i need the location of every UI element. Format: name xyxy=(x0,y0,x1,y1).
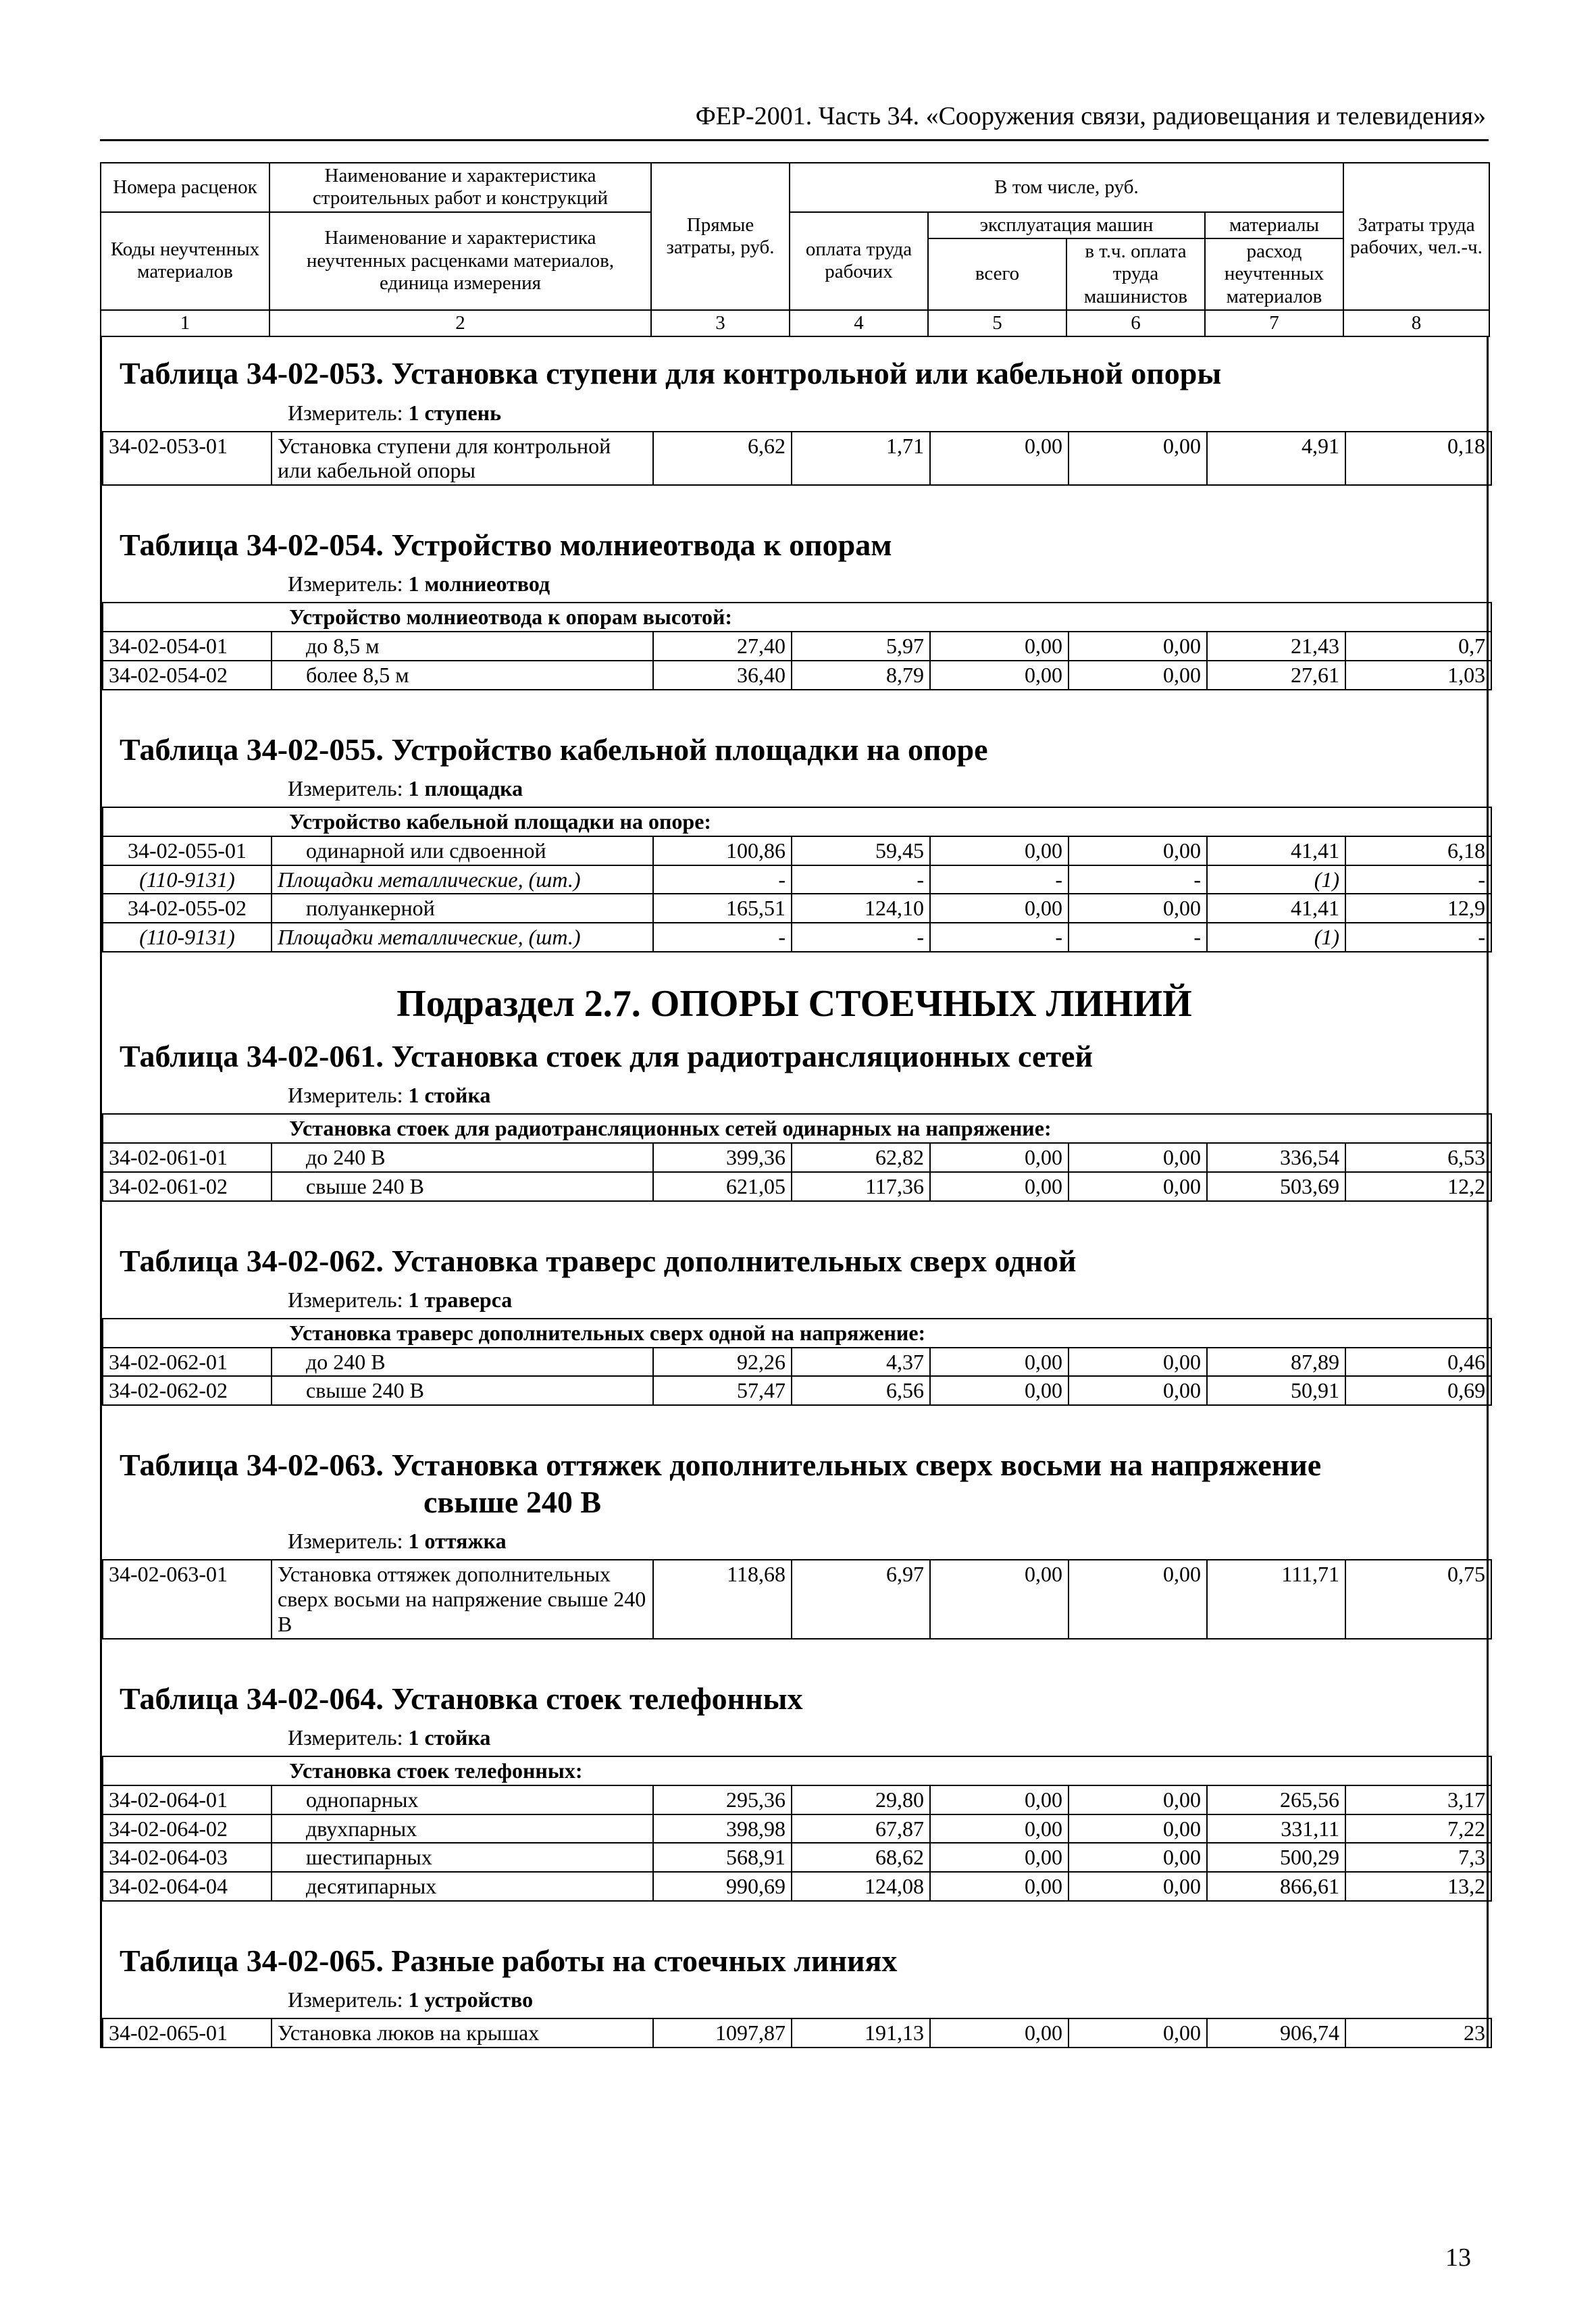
materials: 331,11 xyxy=(1207,1814,1345,1844)
direct-costs: 295,36 xyxy=(653,1785,792,1814)
labor: 12,2 xyxy=(1345,1172,1491,1201)
operator-pay: 0,00 xyxy=(1069,1872,1207,1901)
rate-name: до 8,5 м xyxy=(272,632,653,661)
operator-pay: 0,00 xyxy=(1069,894,1207,923)
table-row xyxy=(103,1843,1491,1872)
labor: 7,22 xyxy=(1345,1814,1491,1844)
group-heading: Установка стоек для радиотрансляционных сетей одинарных на напряжение: xyxy=(103,1114,1491,1143)
header-material-name: Наименование и характеристика неучтенных расценками материалов, единица измерения xyxy=(269,212,651,310)
col-number: 5 xyxy=(928,310,1066,336)
header-materials: материалы xyxy=(1205,212,1343,238)
table-title: Таблица 34-02-065. Разные работы на стоечных линиях xyxy=(120,1943,898,1979)
worker-pay: 29,80 xyxy=(792,1785,930,1814)
table-row xyxy=(103,1872,1491,1901)
dash: - xyxy=(1069,865,1207,894)
rate-name: одинарной или сдвоенной xyxy=(272,836,653,865)
rate-name: до 240 В xyxy=(272,1348,653,1377)
table-unit: Измеритель: 1 стойка xyxy=(288,1083,491,1108)
material-row xyxy=(103,923,1491,952)
rate-code: 34-02-064-04 xyxy=(103,1872,272,1901)
table-unit: Измеритель: 1 траверса xyxy=(288,1287,513,1312)
table-unit: Измеритель: 1 площадка xyxy=(288,776,523,800)
material-row xyxy=(103,865,1491,894)
rate-name: более 8,5 м xyxy=(272,661,653,690)
materials: 21,43 xyxy=(1207,632,1345,661)
table-title: Таблица 34-02-053. Установка ступени для контрольной или кабельной опоры xyxy=(120,356,1222,391)
rate-table xyxy=(102,602,1492,690)
table-row xyxy=(103,1785,1491,1814)
col-number: 3 xyxy=(651,310,790,336)
tables-frame xyxy=(100,337,1489,2048)
rate-code: 34-02-054-02 xyxy=(103,661,272,690)
material-name: Площадки металлические, (шт.) xyxy=(272,923,653,952)
table-row xyxy=(103,1376,1491,1405)
machines-total: 0,00 xyxy=(930,1172,1069,1201)
direct-costs: 399,36 xyxy=(653,1143,792,1172)
materials: 906,74 xyxy=(1207,2018,1345,2048)
table-title: Таблица 34-02-064. Установка стоек телефонных xyxy=(120,1681,803,1716)
worker-pay: 124,10 xyxy=(792,894,930,923)
material-name: Площадки металлические, (шт.) xyxy=(272,865,653,894)
header-operator-pay: в т.ч. оплата труда машинистов xyxy=(1066,238,1205,310)
labor: 0,7 xyxy=(1345,632,1491,661)
operator-pay: 0,00 xyxy=(1069,1785,1207,1814)
table-title: Таблица 34-02-062. Установка траверс дополнительных сверх одной xyxy=(120,1243,1077,1278)
worker-pay: 191,13 xyxy=(792,2018,930,2048)
machines-total: 0,00 xyxy=(930,661,1069,690)
rate-table xyxy=(102,2018,1492,2048)
material-quantity: (1) xyxy=(1207,865,1345,894)
table-unit: Измеритель: 1 оттяжка xyxy=(288,1529,507,1554)
page-content xyxy=(100,162,1489,2048)
materials: 87,89 xyxy=(1207,1348,1345,1377)
worker-pay: 62,82 xyxy=(792,1143,930,1172)
machines-total: 0,00 xyxy=(930,1872,1069,1901)
header-machines-total: всего xyxy=(928,238,1066,310)
rate-code: 34-02-062-02 xyxy=(103,1376,272,1405)
machines-total: 0,00 xyxy=(930,1143,1069,1172)
col-number: 2 xyxy=(269,310,651,336)
machines-total: 0,00 xyxy=(930,1560,1069,1638)
table-title: Таблица 34-02-063. Установка оттяжек дополнительных сверх восьми на напряжение свыше 240 В xyxy=(120,1448,1322,1520)
labor: 12,9 xyxy=(1345,894,1491,923)
header-including: В том числе, руб. xyxy=(790,163,1343,212)
direct-costs: 118,68 xyxy=(653,1560,792,1638)
operator-pay: 0,00 xyxy=(1069,632,1207,661)
rate-name: Установка ступени для контрольной или кабельной опоры xyxy=(272,432,653,486)
worker-pay: 6,97 xyxy=(792,1560,930,1638)
worker-pay: 67,87 xyxy=(792,1814,930,1844)
machines-total: 0,00 xyxy=(930,632,1069,661)
labor: 23 xyxy=(1345,2018,1491,2048)
material-code: (110-9131) xyxy=(103,865,272,894)
materials: 41,41 xyxy=(1207,894,1345,923)
operator-pay: 0,00 xyxy=(1069,1143,1207,1172)
table-row xyxy=(103,1560,1491,1638)
dash: - xyxy=(792,923,930,952)
col-number: 8 xyxy=(1343,310,1489,336)
operator-pay: 0,00 xyxy=(1069,661,1207,690)
table-row xyxy=(103,836,1491,865)
dash: - xyxy=(653,923,792,952)
rate-code: 34-02-054-01 xyxy=(103,632,272,661)
operator-pay: 0,00 xyxy=(1069,1843,1207,1872)
group-heading: Устройство кабельной площадки на опоре: xyxy=(103,807,1491,836)
rate-table xyxy=(102,431,1492,486)
table-unit: Измеритель: 1 молниеотвод xyxy=(288,571,550,596)
material-quantity: (1) xyxy=(1207,923,1345,952)
operator-pay: 0,00 xyxy=(1069,1348,1207,1377)
operator-pay: 0,00 xyxy=(1069,836,1207,865)
materials: 500,29 xyxy=(1207,1843,1345,1872)
table-row xyxy=(103,661,1491,690)
col-number: 6 xyxy=(1066,310,1205,336)
rate-name: шестипарных xyxy=(272,1843,653,1872)
rate-name: Установка люков на крышах xyxy=(272,2018,653,2048)
header-labor: Затраты труда рабочих, чел.-ч. xyxy=(1343,163,1489,310)
rate-code: 34-02-064-02 xyxy=(103,1814,272,1844)
header-work-name: Наименование и характеристика строительных работ и конструкций xyxy=(269,163,651,212)
running-header: ФЕР-2001. Часть 34. «Сооружения связи, радиовещания и телевидения» xyxy=(695,102,1486,130)
dash: - xyxy=(653,865,792,894)
table-title: Таблица 34-02-061. Установка стоек для радиотрансляционных сетей xyxy=(120,1038,1093,1073)
rate-code: 34-02-053-01 xyxy=(103,432,272,486)
table-unit: Измеритель: 1 устройство xyxy=(288,1987,534,2012)
materials: 41,41 xyxy=(1207,836,1345,865)
rate-code: 34-02-055-01 xyxy=(103,836,272,865)
rate-name: однопарных xyxy=(272,1785,653,1814)
direct-costs: 100,86 xyxy=(653,836,792,865)
labor: 3,17 xyxy=(1345,1785,1491,1814)
worker-pay: 59,45 xyxy=(792,836,930,865)
labor: 1,03 xyxy=(1345,661,1491,690)
col-number: 7 xyxy=(1205,310,1343,336)
materials: 866,61 xyxy=(1207,1872,1345,1901)
rate-name: Установка оттяжек дополнительных сверх восьми на напряжение свыше 240 В xyxy=(272,1560,653,1638)
machines-total: 0,00 xyxy=(930,2018,1069,2048)
dash: - xyxy=(930,923,1069,952)
rate-code: 34-02-062-01 xyxy=(103,1348,272,1377)
operator-pay: 0,00 xyxy=(1069,432,1207,486)
direct-costs: 27,40 xyxy=(653,632,792,661)
worker-pay: 117,36 xyxy=(792,1172,930,1201)
table-row xyxy=(103,1172,1491,1201)
direct-costs: 165,51 xyxy=(653,894,792,923)
dash: - xyxy=(1345,923,1491,952)
direct-costs: 621,05 xyxy=(653,1172,792,1201)
header-unaccounted-materials: расход неучтенных материалов xyxy=(1205,238,1343,310)
page-number: 13 xyxy=(1445,2243,1471,2272)
machines-total: 0,00 xyxy=(930,1843,1069,1872)
worker-pay: 4,37 xyxy=(792,1348,930,1377)
labor: 0,18 xyxy=(1345,432,1491,486)
header-rule xyxy=(100,139,1489,141)
rate-code: 34-02-061-02 xyxy=(103,1172,272,1201)
rate-name: двухпарных xyxy=(272,1814,653,1844)
machines-total: 0,00 xyxy=(930,1376,1069,1405)
direct-costs: 990,69 xyxy=(653,1872,792,1901)
table-row xyxy=(103,894,1491,923)
col-number: 1 xyxy=(101,310,269,336)
dash: - xyxy=(1345,865,1491,894)
operator-pay: 0,00 xyxy=(1069,1376,1207,1405)
dash: - xyxy=(792,865,930,894)
rate-table xyxy=(102,1756,1492,1902)
rate-name: свыше 240 В xyxy=(272,1172,653,1201)
header-rate-numbers: Номера расценок xyxy=(101,163,269,212)
operator-pay: 0,00 xyxy=(1069,1814,1207,1844)
labor: 13,2 xyxy=(1345,1872,1491,1901)
table-title: Таблица 34-02-055. Устройство кабельной площадки на опоре xyxy=(120,732,988,767)
direct-costs: 398,98 xyxy=(653,1814,792,1844)
header-direct-costs: Прямые затраты, руб. xyxy=(651,163,790,310)
header-material-codes: Коды неучтенных материалов xyxy=(101,212,269,310)
labor: 6,53 xyxy=(1345,1143,1491,1172)
labor: 7,3 xyxy=(1345,1843,1491,1872)
rate-name: полуанкерной xyxy=(272,894,653,923)
machines-total: 0,00 xyxy=(930,432,1069,486)
machines-total: 0,00 xyxy=(930,1785,1069,1814)
direct-costs: 568,91 xyxy=(653,1843,792,1872)
materials: 4,91 xyxy=(1207,432,1345,486)
table-row xyxy=(103,432,1491,486)
materials: 50,91 xyxy=(1207,1376,1345,1405)
rate-name: десятипарных xyxy=(272,1872,653,1901)
table-title: Таблица 34-02-054. Устройство молниеотвода к опорам xyxy=(120,528,892,563)
worker-pay: 124,08 xyxy=(792,1872,930,1901)
table-row xyxy=(103,1814,1491,1844)
operator-pay: 0,00 xyxy=(1069,1172,1207,1201)
worker-pay: 8,79 xyxy=(792,661,930,690)
rate-table xyxy=(102,807,1492,952)
materials: 265,56 xyxy=(1207,1785,1345,1814)
rate-table xyxy=(102,1318,1492,1406)
labor: 0,69 xyxy=(1345,1376,1491,1405)
direct-costs: 36,40 xyxy=(653,661,792,690)
table-row xyxy=(103,2018,1491,2048)
direct-costs: 92,26 xyxy=(653,1348,792,1377)
rate-code: 34-02-064-01 xyxy=(103,1785,272,1814)
table-unit: Измеритель: 1 стойка xyxy=(288,1725,491,1750)
group-heading: Установка траверс дополнительных сверх одной на напряжение: xyxy=(103,1319,1491,1348)
machines-total: 0,00 xyxy=(930,1348,1069,1377)
table-row xyxy=(103,1348,1491,1377)
direct-costs: 57,47 xyxy=(653,1376,792,1405)
labor: 0,75 xyxy=(1345,1560,1491,1638)
rate-name: свыше 240 В xyxy=(272,1376,653,1405)
dash: - xyxy=(1069,923,1207,952)
group-heading: Устройство молниеотвода к опорам высотой: xyxy=(103,603,1491,632)
section-title: Подраздел 2.7. ОПОРЫ СТОЕЧНЫХ ЛИНИЙ xyxy=(396,982,1192,1025)
direct-costs: 1097,87 xyxy=(653,2018,792,2048)
col-number: 4 xyxy=(790,310,928,336)
worker-pay: 5,97 xyxy=(792,632,930,661)
rate-code: 34-02-063-01 xyxy=(103,1560,272,1638)
rate-code: 34-02-055-02 xyxy=(103,894,272,923)
materials: 27,61 xyxy=(1207,661,1345,690)
labor: 0,46 xyxy=(1345,1348,1491,1377)
rate-table xyxy=(102,1559,1492,1639)
rate-name: до 240 В xyxy=(272,1143,653,1172)
worker-pay: 1,71 xyxy=(792,432,930,486)
material-code: (110-9131) xyxy=(103,923,272,952)
table-row xyxy=(103,1143,1491,1172)
table-unit: Измеритель: 1 ступень xyxy=(288,400,502,425)
rate-code: 34-02-065-01 xyxy=(103,2018,272,2048)
labor: 6,18 xyxy=(1345,836,1491,865)
table-row xyxy=(103,632,1491,661)
operator-pay: 0,00 xyxy=(1069,2018,1207,2048)
worker-pay: 68,62 xyxy=(792,1843,930,1872)
materials: 503,69 xyxy=(1207,1172,1345,1201)
machines-total: 0,00 xyxy=(930,1814,1069,1844)
worker-pay: 6,56 xyxy=(792,1376,930,1405)
rate-table xyxy=(102,1113,1492,1201)
materials: 336,54 xyxy=(1207,1143,1345,1172)
header-worker-pay: оплата труда рабочих xyxy=(790,212,928,310)
rate-code: 34-02-061-01 xyxy=(103,1143,272,1172)
group-heading: Установка стоек телефонных: xyxy=(103,1756,1491,1785)
operator-pay: 0,00 xyxy=(1069,1560,1207,1638)
dash: - xyxy=(930,865,1069,894)
materials: 111,71 xyxy=(1207,1560,1345,1638)
machines-total: 0,00 xyxy=(930,894,1069,923)
direct-costs: 6,62 xyxy=(653,432,792,486)
rate-code: 34-02-064-03 xyxy=(103,1843,272,1872)
machines-total: 0,00 xyxy=(930,836,1069,865)
header-machines: эксплуатация машин xyxy=(928,212,1205,238)
column-header-table xyxy=(100,162,1490,337)
